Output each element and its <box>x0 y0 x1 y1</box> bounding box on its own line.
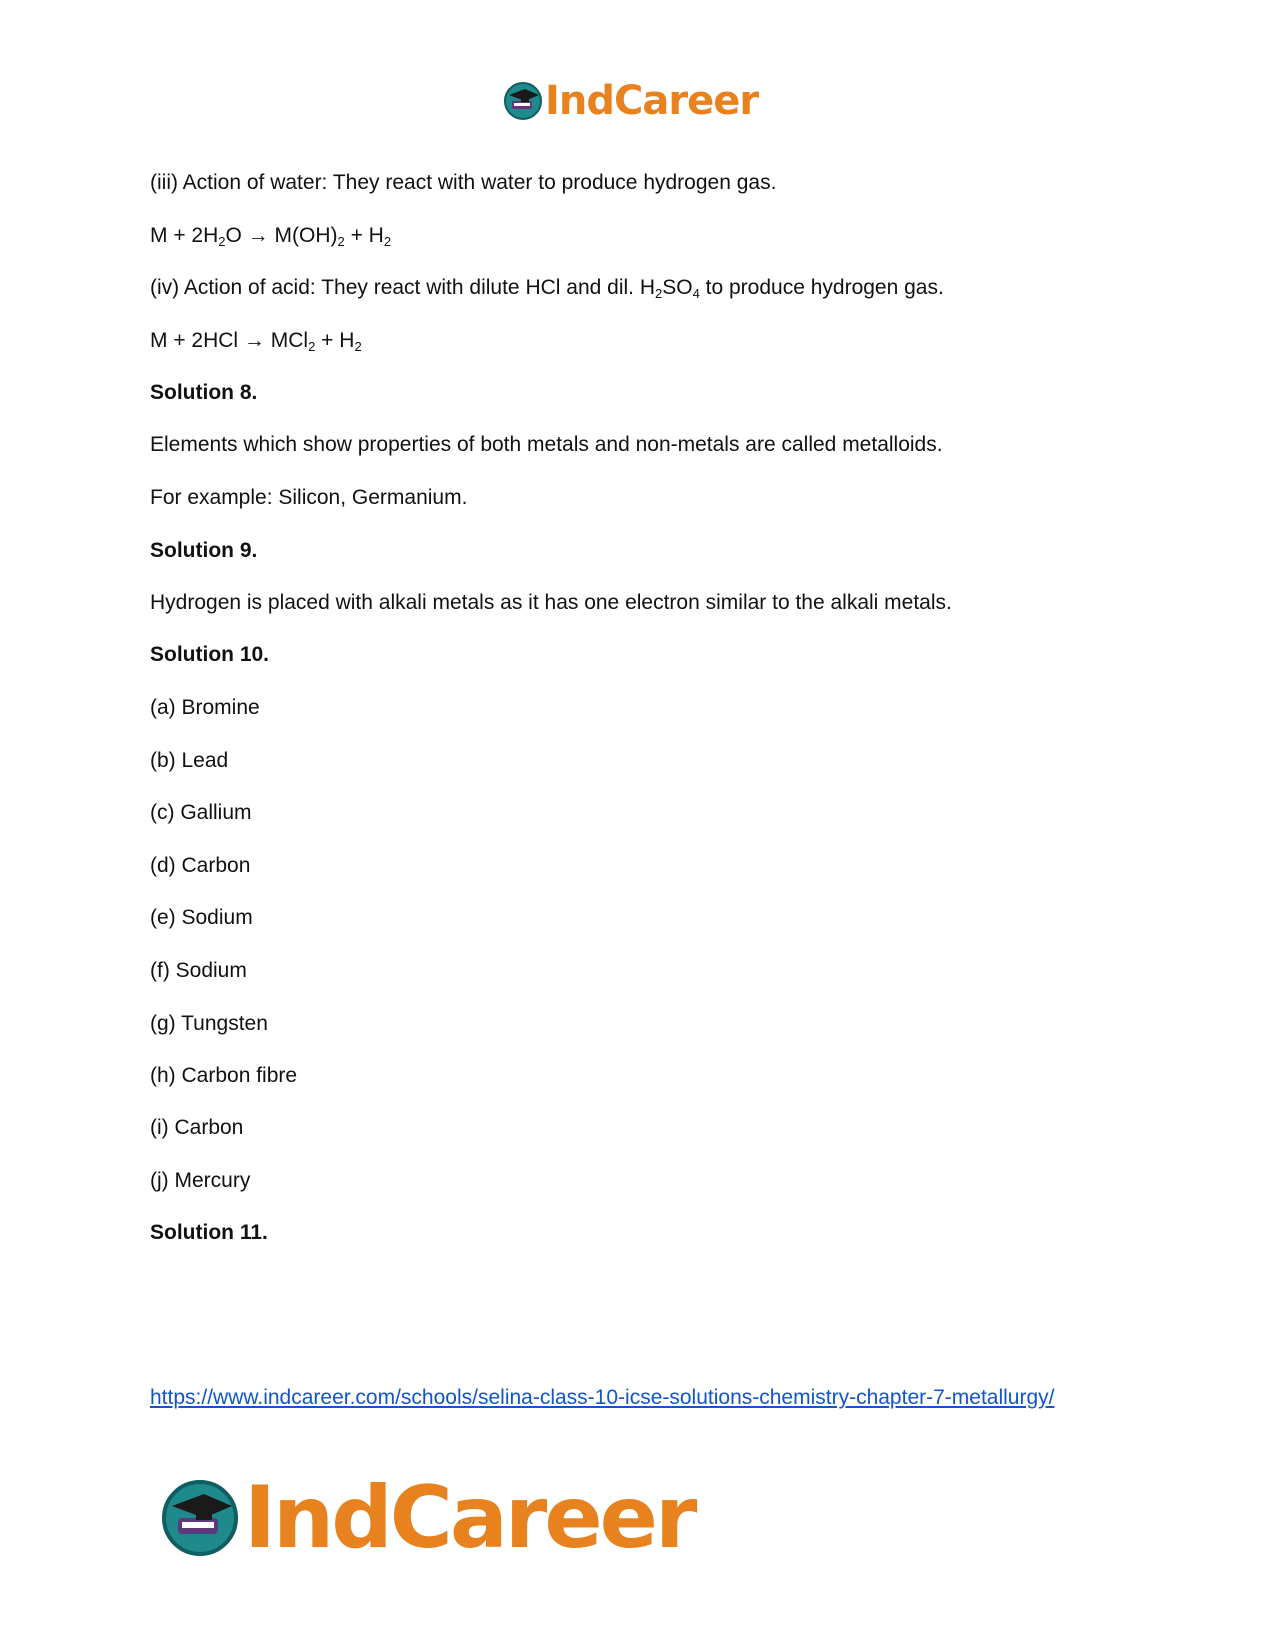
equation-acid: $M + 2HCl \to MCl_2 + H_2$ <box>150 329 362 354</box>
paragraph-hydrogen: Hydrogen is placed with alkali metals as it has one electron similar to the alkali metals. <box>150 591 952 614</box>
answer-item: (i) Carbon <box>150 1116 244 1139</box>
answer-item: (d) Carbon <box>150 854 251 877</box>
graduation-cap-book-icon <box>503 81 543 121</box>
footer-logo <box>160 1468 694 1568</box>
paragraph-metalloids: Elements which show properties of both metals and non-metals are called metalloids. <box>150 433 943 456</box>
logo-text: IndCareer <box>244 1468 695 1568</box>
heading-solution-10: Solution 10. <box>150 643 270 666</box>
answer-item: (h) Carbon fibre <box>150 1064 298 1087</box>
heading-solution-9: Solution 9. <box>150 539 258 562</box>
source-link[interactable]: https://www.indcareer.com/schools/selina-class-10-icse-solutions-chemistry-chapter-7-metallurgy/ <box>150 1386 1055 1409</box>
logo-text: IndCareer <box>545 78 759 124</box>
paragraph-action-of-water: (iii) Action of water: They react with water to produce hydrogen gas. <box>150 171 777 194</box>
header-logo <box>503 78 758 124</box>
answer-item: (f) Sodium <box>150 959 247 982</box>
answer-item: (a) Bromine <box>150 696 260 719</box>
graduation-cap-book-icon <box>160 1478 240 1558</box>
answer-item: (e) Sodium <box>150 906 253 929</box>
answer-item: (c) Gallium <box>150 801 252 824</box>
paragraph-example: For example: Silicon, Germanium. <box>150 486 468 509</box>
answer-item: (g) Tungsten <box>150 1012 268 1035</box>
heading-solution-11: Solution 11. <box>150 1221 268 1244</box>
answer-item: (b) Lead <box>150 749 229 772</box>
paragraph-action-of-acid: (iv) Action of acid: They react with dilute HCl and dil. $H_2SO_4$ to produce hydrogen gas. <box>150 276 944 301</box>
heading-solution-8: Solution 8. <box>150 381 258 404</box>
equation-water: $M + 2H_2O \to M(OH)_2 + H_2$ <box>150 224 392 249</box>
answer-item: (j) Mercury <box>150 1169 251 1192</box>
